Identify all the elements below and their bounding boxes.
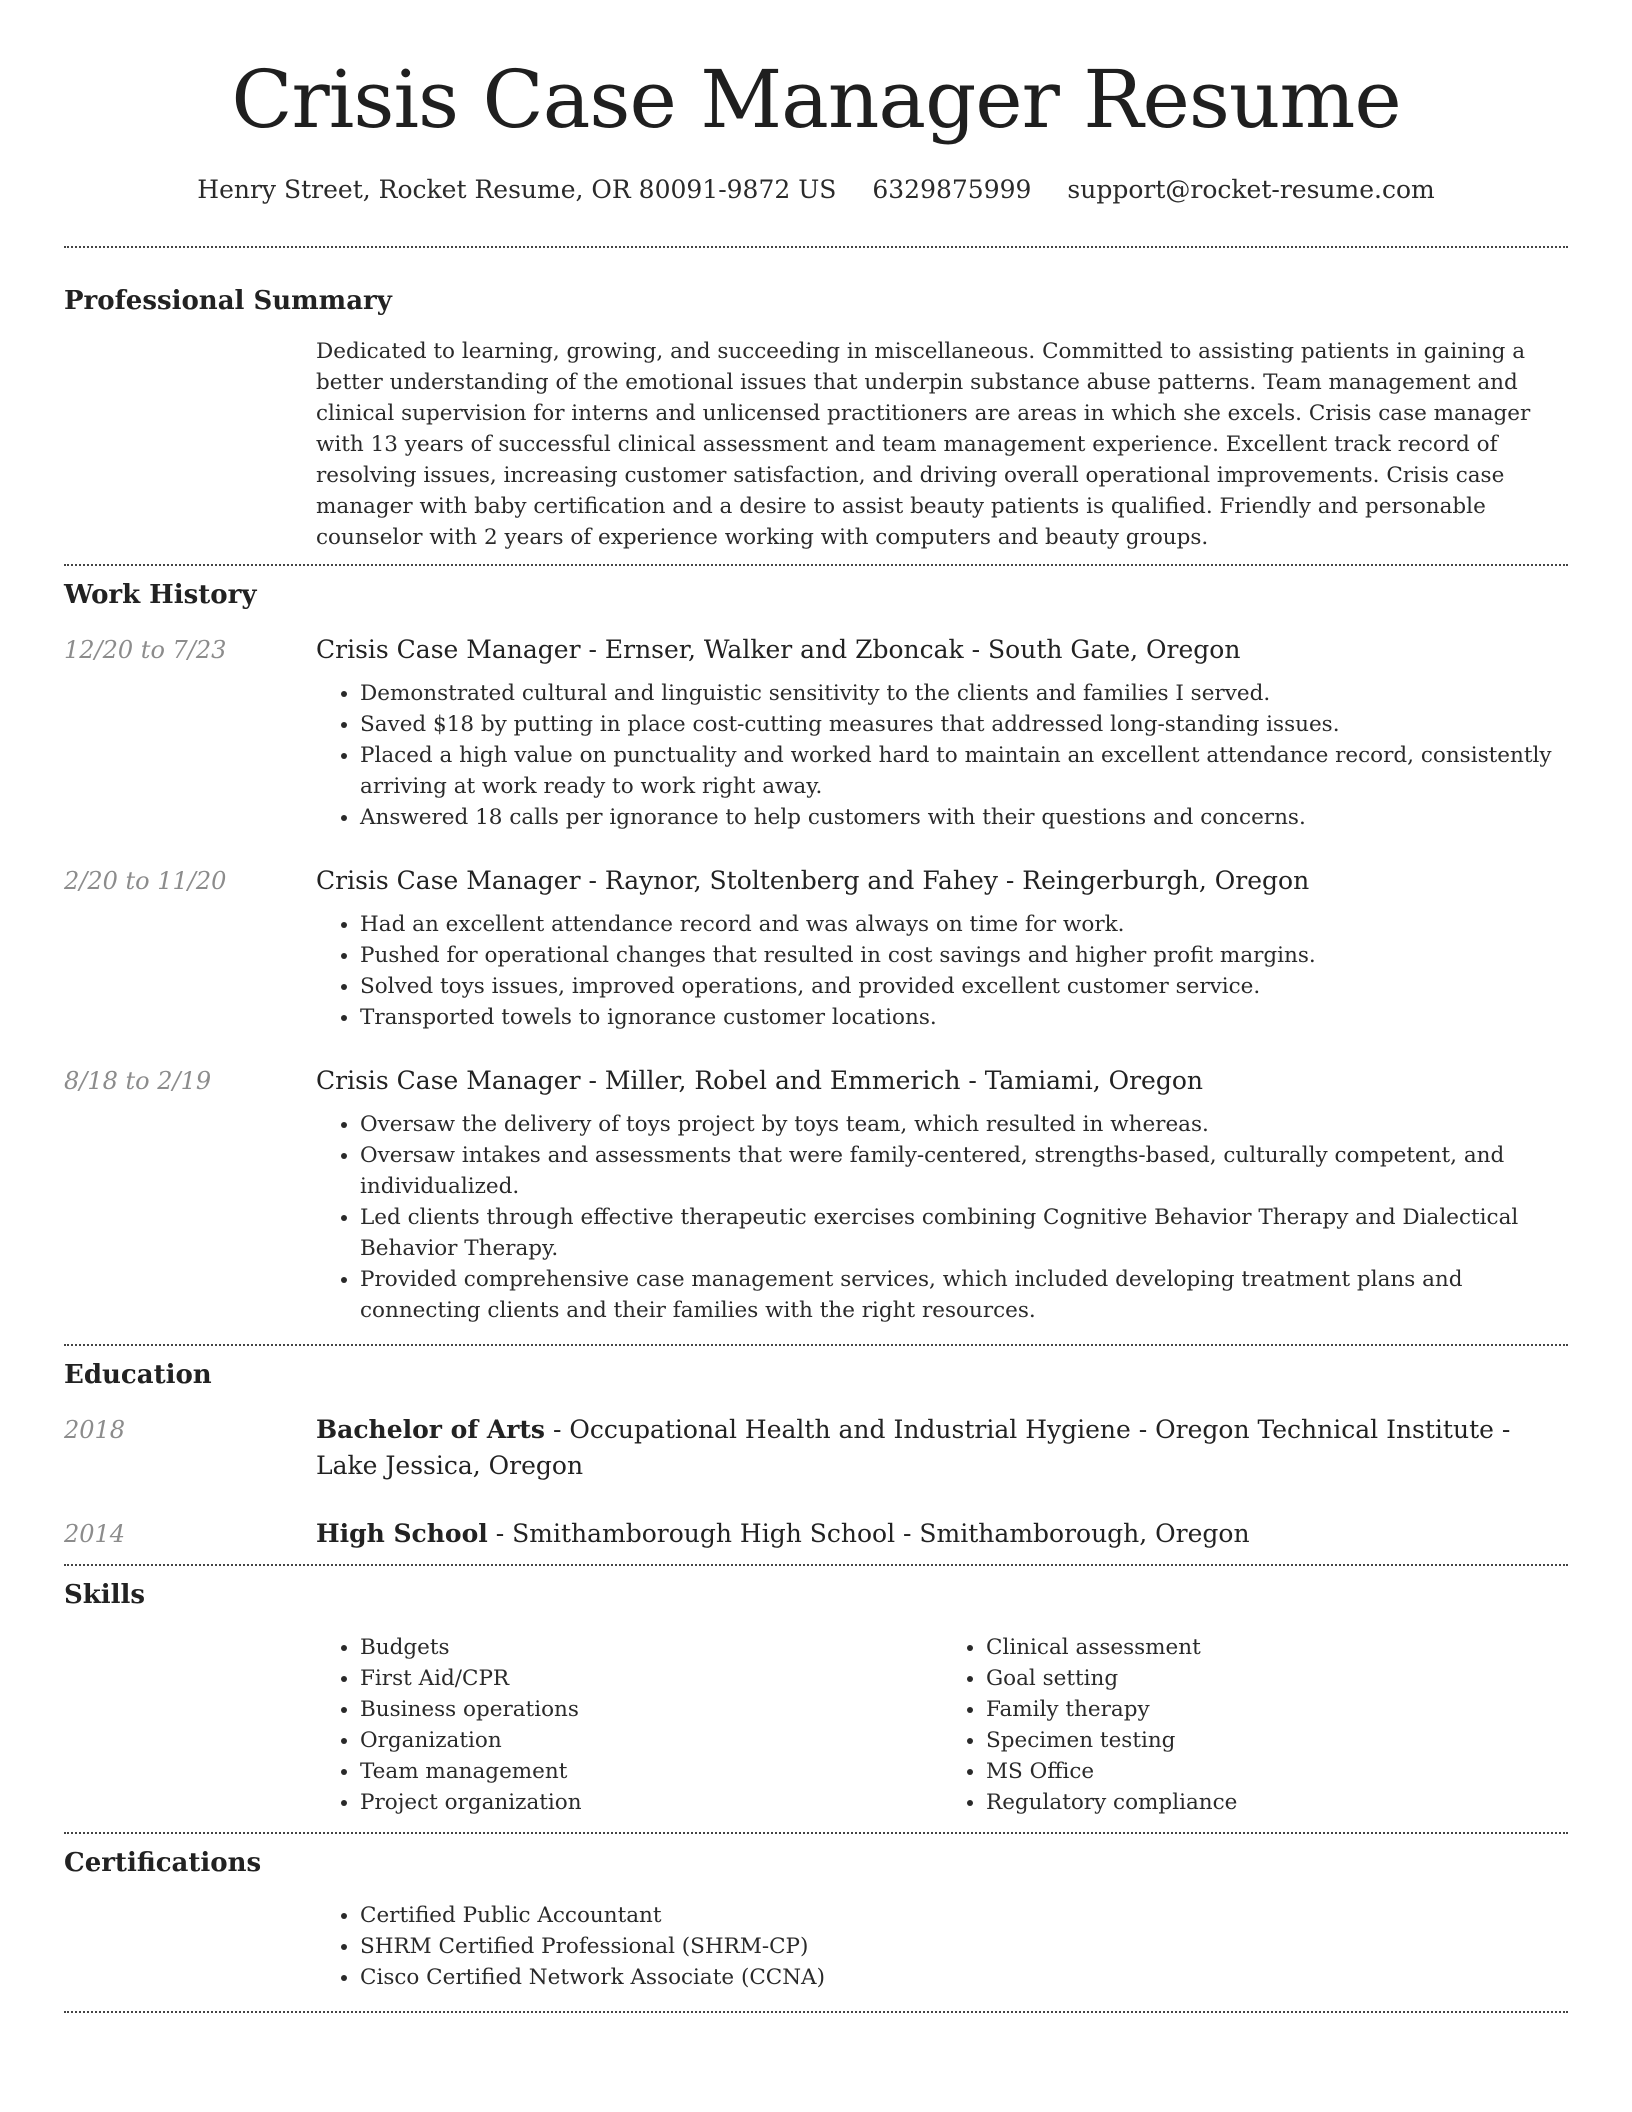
certifications-section [64, 1834, 1568, 1993]
list-item: • Family therapy [986, 1694, 1568, 1725]
job-title: Crisis Case Manager - Miller, Robel and Emmerich - Tamiami, Oregon [316, 1066, 1204, 1095]
list-item: • Placed a high value on punctuality and worked hard to maintain an excellent attendance record, consistently arriving at work ready to work right away. [360, 740, 1568, 802]
list-item: • SHRM Certified Professional (SHRM-CP) [360, 1931, 1568, 1962]
list-item: • Budgets [360, 1632, 942, 1663]
education-details: - Smithamborough High School - Smithamborough, Oregon [487, 1519, 1250, 1548]
list-item: • Had an excellent attendance record and was always on time for work. [360, 909, 1568, 940]
list-item: • Specimen testing [986, 1725, 1568, 1756]
list-item: • Led clients through effective therapeutic exercises combining Cognitive Behavior Therapy and Dialectical Behavior Therapy. [360, 1202, 1568, 1264]
job-bullets [316, 1109, 1568, 1326]
list-item: • Clinical assessment [986, 1632, 1568, 1663]
work-history-section [64, 566, 1568, 1326]
list-item: • Solved toys issues, improved operations, and provided excellent customer service. [360, 971, 1568, 1002]
list-item: • Saved $18 by putting in place cost-cutting measures that addressed long-standing issues. [360, 709, 1568, 740]
list-item: • Cisco Certified Network Associate (CCNA) [360, 1962, 1568, 1993]
summary-text: Dedicated to learning, growing, and succeeding in miscellaneous. Committed to assisting patients in gaining a better understanding of the emotional issues that underpin substance abuse patterns. Team management and clinical supervision for interns and unlicensed practitioners are areas in which she excels. Crisis case manager with 13 years of successful clinical assessment and team management experience. Excellent track record of resolving issues, increasing customer satisfaction, and driving overall operational improvements. Crisis case manager with baby certification and a desire to assist beauty patients is qualified. Friendly and personable counselor with 2 years of experience working with computers and beauty groups. [316, 339, 1531, 550]
education-degree: High School [316, 1519, 488, 1548]
education-section [64, 1346, 1568, 1552]
list-item: • Oversaw the delivery of toys project by toys team, which resulted in whereas. [360, 1109, 1568, 1140]
education-year: 2014 [64, 1520, 126, 1548]
contact-email: support@rocket-resume.com [1067, 175, 1435, 204]
contact-line [64, 174, 1568, 206]
job-dates: 8/18 to 2/19 [64, 1067, 212, 1095]
education-details: - Occupational Health and Industrial Hygiene - Oregon Technical Institute - Lake Jessica, Oregon [316, 1415, 1511, 1480]
job-title: Crisis Case Manager - Raynor, Stoltenberg and Fahey - Reingerburgh, Oregon [316, 866, 1310, 895]
job-title: Crisis Case Manager - Ernser, Walker and Zboncak - South Gate, Oregon [316, 635, 1241, 664]
list-item: • Oversaw intakes and assessments that were family-centered, strengths-based, culturally competent, and individualized. [360, 1140, 1568, 1202]
section-heading: Certifications [64, 1848, 262, 1878]
job-entry [64, 863, 1568, 1033]
education-degree: Bachelor of Arts [316, 1415, 546, 1444]
list-item: • First Aid/CPR [360, 1663, 942, 1694]
contact-address: Henry Street, Rocket Resume, OR 80091-9872 US [197, 175, 837, 204]
section-heading: Professional Summary [64, 286, 392, 316]
list-item: • Project organization [360, 1787, 942, 1818]
resume-title: Crisis Case Manager Resume [231, 53, 1401, 146]
list-item: • Certified Public Accountant [360, 1900, 1568, 1931]
list-item: • Demonstrated cultural and linguistic sensitivity to the clients and families I served. [360, 678, 1568, 709]
list-item: • Answered 18 calls per ignorance to help customers with their questions and concerns. [360, 802, 1568, 833]
job-dates: 2/20 to 11/20 [64, 867, 227, 895]
list-item: • Provided comprehensive case management services, which included developing treatment plans and connecting clients and their families with the right resources. [360, 1264, 1568, 1326]
education-entry [64, 1412, 1568, 1484]
section-heading: Work History [64, 580, 257, 610]
divider [64, 2011, 1568, 2013]
skills-grid [316, 1632, 1568, 1818]
list-item: • Regulatory compliance [986, 1787, 1568, 1818]
education-title [316, 1516, 1568, 1552]
list-item: • Transported towels to ignorance customer locations. [360, 1002, 1568, 1033]
list-item: • Goal setting [986, 1663, 1568, 1694]
education-year: 2018 [64, 1416, 126, 1444]
job-entry [64, 1063, 1568, 1326]
skills-list-right [942, 1632, 1568, 1818]
list-item: • MS Office [986, 1756, 1568, 1787]
job-bullets [316, 909, 1568, 1033]
contact-phone: 6329875999 [872, 175, 1032, 204]
section-heading: Skills [64, 1580, 146, 1610]
skills-section [64, 1566, 1568, 1818]
section-heading: Education [64, 1360, 212, 1390]
job-dates: 12/20 to 7/23 [64, 636, 227, 664]
job-entry [64, 632, 1568, 833]
education-title [316, 1412, 1568, 1484]
list-item: • Pushed for operational changes that resulted in cost savings and higher profit margins. [360, 940, 1568, 971]
list-item: • Business operations [360, 1694, 942, 1725]
list-item: • Organization [360, 1725, 942, 1756]
job-bullets [316, 678, 1568, 833]
certifications-list [316, 1900, 1568, 1993]
skills-list-left [316, 1632, 942, 1818]
education-entry [64, 1516, 1568, 1552]
list-item: • Team management [360, 1756, 942, 1787]
summary-section [64, 248, 1568, 553]
